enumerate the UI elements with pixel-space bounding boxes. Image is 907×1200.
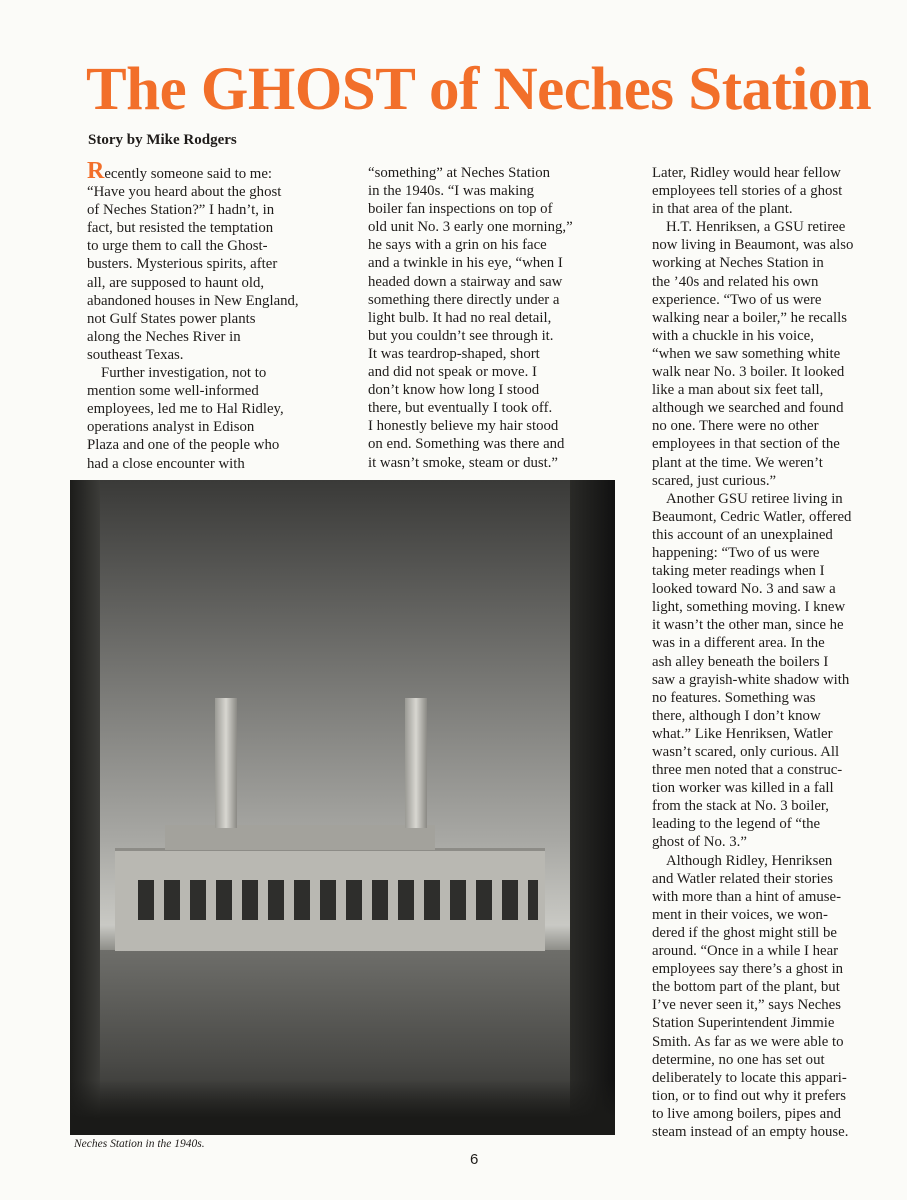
text-line xyxy=(652,1051,892,1069)
text-line-content: employees tell stories of a ghost xyxy=(652,183,843,200)
text-line-content: it wasn’t the other man, since he xyxy=(652,617,844,634)
text-line xyxy=(368,417,608,435)
text-line-content: headed down a stairway and saw xyxy=(368,273,563,290)
building-upper xyxy=(165,825,435,850)
text-line-content: wasn’t scared, only curious. All xyxy=(652,744,840,760)
text-line xyxy=(652,725,892,743)
text-line xyxy=(87,418,327,436)
text-line-content: tion worker was killed in a fall xyxy=(652,780,834,797)
article-column-3 xyxy=(652,164,892,1141)
text-line-content: along the Neches River in xyxy=(87,328,241,345)
text-line-content: no one. There were no other xyxy=(652,418,819,435)
text-line xyxy=(652,454,892,472)
text-line xyxy=(652,417,892,435)
photo-caption: Neches Station in the 1940s. xyxy=(74,1138,205,1150)
drop-cap: R xyxy=(87,158,105,184)
text-line xyxy=(652,490,892,508)
text-line xyxy=(652,833,892,851)
smokestack-left xyxy=(215,698,237,828)
text-line-content: employees in that section of the xyxy=(652,436,840,453)
text-line-content: light bulb. It had no real detail, xyxy=(368,309,552,326)
text-line-content: Another GSU retiree living in xyxy=(666,490,843,507)
text-line xyxy=(652,1105,892,1123)
text-line xyxy=(652,1069,892,1087)
text-line-content: southeast Texas. xyxy=(87,346,184,363)
text-line-content: Although Ridley, Henriksen xyxy=(666,852,833,869)
text-line-content: all, are supposed to haunt old, xyxy=(87,274,265,291)
text-line xyxy=(368,454,608,472)
text-line xyxy=(87,346,327,364)
text-line-content: around. “Once in a while I hear xyxy=(652,943,839,960)
text-line xyxy=(368,345,608,363)
text-line xyxy=(652,797,892,815)
text-line xyxy=(652,852,892,870)
text-line-content: “something” at Neches Station xyxy=(368,165,551,181)
text-line xyxy=(652,327,892,345)
text-line xyxy=(652,996,892,1014)
text-line xyxy=(652,1014,892,1032)
text-line xyxy=(652,653,892,671)
text-line-content: Beaumont, Cedric Watler, offered xyxy=(652,508,852,525)
text-line-content: ment in their voices, we won- xyxy=(652,906,828,923)
text-line xyxy=(87,274,327,292)
text-line-content: walking near a boiler,” he recalls xyxy=(652,309,847,326)
text-line-content: from the stack at No. 3 boiler, xyxy=(652,798,829,815)
text-line-content: with a chuckle in his voice, xyxy=(652,327,814,344)
text-line xyxy=(652,200,892,218)
text-line xyxy=(652,906,892,924)
text-line-content: not Gulf States power plants xyxy=(87,310,256,327)
text-line-content: looked toward No. 3 and saw a xyxy=(652,581,836,598)
text-line xyxy=(652,888,892,906)
text-line xyxy=(652,978,892,996)
text-line-content: Smith. As far as we were able to xyxy=(652,1033,844,1050)
text-line xyxy=(368,164,608,182)
text-line xyxy=(652,291,892,309)
text-line-content: it wasn’t smoke, steam or dust.” xyxy=(368,454,559,471)
text-line xyxy=(652,435,892,453)
text-line-content: tion, or to find out why it prefers xyxy=(652,1087,846,1104)
text-line xyxy=(652,924,892,942)
text-line xyxy=(652,236,892,254)
text-line-content: experience. “Two of us were xyxy=(652,291,822,308)
text-line xyxy=(368,327,608,345)
tree-trunk-left xyxy=(70,480,100,1135)
text-line-content: busters. Mysterious spirits, after xyxy=(87,256,278,273)
text-line xyxy=(652,1087,892,1105)
article-title: The GHOST of Neches Station xyxy=(86,56,872,123)
text-line xyxy=(652,707,892,725)
text-line-content: working at Neches Station in xyxy=(652,255,824,272)
text-line-content: to live among boilers, pipes and xyxy=(652,1105,842,1122)
text-line-content: he says with a grin on his face xyxy=(368,237,547,254)
text-line-content: steam instead of an empty house. xyxy=(652,1123,849,1140)
text-line xyxy=(87,382,327,400)
text-line xyxy=(368,309,608,327)
text-line-content: Further investigation, not to xyxy=(101,365,267,382)
text-line-content: fact, but resisted the temptation xyxy=(87,220,274,237)
text-line-content: taking meter readings when I xyxy=(652,563,825,580)
text-line-content: what.” Like Henriksen, Watler xyxy=(652,725,833,742)
text-line-content: mention some well-informed xyxy=(87,383,259,400)
text-line xyxy=(652,381,892,399)
text-line-content: plant at the time. We weren’t xyxy=(652,454,823,471)
text-line-content: light, something moving. I knew xyxy=(652,599,846,616)
text-line xyxy=(87,400,327,418)
text-line-content: Station Superintendent Jimmie xyxy=(652,1015,835,1032)
text-line-content: and did not speak or move. I xyxy=(368,364,537,381)
text-line-content: now living in Beaumont, was also xyxy=(652,237,854,254)
text-line xyxy=(87,310,327,328)
article-column-2 xyxy=(368,164,608,472)
text-line xyxy=(652,526,892,544)
text-line xyxy=(368,200,608,218)
tree-trunk-right xyxy=(570,480,615,1135)
text-line xyxy=(368,363,608,381)
text-line xyxy=(652,309,892,327)
text-line xyxy=(652,761,892,779)
text-line xyxy=(87,219,327,237)
text-line-content: the ’40s and related his own xyxy=(652,273,819,290)
text-line xyxy=(652,870,892,888)
text-line-content: leading to the legend of “the xyxy=(652,816,821,833)
text-line-content: I honestly believe my hair stood xyxy=(368,418,559,435)
text-line xyxy=(87,183,327,201)
text-line-content: abandoned houses in New England, xyxy=(87,292,299,309)
text-line-content: no features. Something was xyxy=(652,689,816,706)
text-line xyxy=(652,743,892,761)
text-line xyxy=(87,292,327,310)
text-line xyxy=(87,328,327,346)
building-windows xyxy=(138,880,538,920)
text-line xyxy=(652,634,892,652)
page-number: 6 xyxy=(470,1151,479,1168)
text-line xyxy=(87,201,327,219)
text-line xyxy=(368,273,608,291)
text-line-content: was in a different area. In the xyxy=(652,635,825,652)
text-line xyxy=(652,1123,892,1141)
article-column-1 xyxy=(87,158,327,473)
text-line xyxy=(652,182,892,200)
text-line xyxy=(87,255,327,273)
text-line xyxy=(368,291,608,309)
text-line-content: It was teardrop-shaped, short xyxy=(368,345,540,362)
text-line xyxy=(652,164,892,182)
text-line xyxy=(652,273,892,291)
text-line-content: “when we saw something white xyxy=(652,345,841,362)
text-line-content: H.T. Henriksen, a GSU retiree xyxy=(666,219,846,236)
text-line xyxy=(652,345,892,363)
text-line-content: old unit No. 3 early one morning,” xyxy=(368,219,573,236)
text-line xyxy=(652,1033,892,1051)
text-line-content: operations analyst in Edison xyxy=(87,419,255,436)
text-line-content: ash alley beneath the boilers I xyxy=(652,653,829,670)
text-line xyxy=(368,381,608,399)
text-line xyxy=(652,616,892,634)
text-line-content: on end. Something was there and xyxy=(368,436,565,453)
neches-station-photo xyxy=(70,480,615,1135)
text-line-content: Plaza and one of the people who xyxy=(87,437,280,454)
text-line xyxy=(87,364,327,382)
text-line xyxy=(652,815,892,833)
text-line-content: like a man about six feet tall, xyxy=(652,382,824,399)
text-line xyxy=(87,158,327,184)
text-line xyxy=(368,435,608,453)
text-line-content: employees, led me to Hal Ridley, xyxy=(87,401,284,418)
text-line xyxy=(652,472,892,490)
text-line-content: I’ve never seen it,” says Neches xyxy=(652,997,841,1014)
text-line xyxy=(652,399,892,417)
text-line-content: but you couldn’t see through it. xyxy=(368,327,554,344)
text-line-content: in that area of the plant. xyxy=(652,201,793,218)
text-line-content: three men noted that a construc- xyxy=(652,762,843,779)
text-line xyxy=(87,436,327,454)
text-line-content: boiler fan inspections on top of xyxy=(368,201,553,218)
text-line-content: this account of an unexplained xyxy=(652,526,833,543)
text-line xyxy=(368,182,608,200)
text-line-content: there, but eventually I took off. xyxy=(368,400,553,417)
text-line-content: with more than a hint of amuse- xyxy=(652,888,842,905)
text-line-content: scared, just curious.” xyxy=(652,472,777,489)
byline: Story by Mike Rodgers xyxy=(88,132,237,148)
text-line-content: and Watler related their stories xyxy=(652,870,833,887)
text-line-content: dered if the ghost might still be xyxy=(652,924,837,941)
text-line xyxy=(652,779,892,797)
text-line xyxy=(652,218,892,236)
text-line xyxy=(368,236,608,254)
text-line-content: ghost of No. 3.” xyxy=(652,834,747,851)
text-line-content: don’t know how long I stood xyxy=(368,382,540,399)
text-line-content: deliberately to locate this appari- xyxy=(652,1069,847,1086)
text-line-content: there, although I don’t know xyxy=(652,707,821,724)
text-line-content: employees say there’s a ghost in xyxy=(652,961,844,978)
text-line xyxy=(652,960,892,978)
text-line-content: walk near No. 3 boiler. It looked xyxy=(652,364,845,381)
text-line-content: “Have you heard about the ghost xyxy=(87,184,282,201)
text-line xyxy=(652,598,892,616)
text-line xyxy=(652,562,892,580)
text-line-content: determine, no one has set out xyxy=(652,1051,825,1068)
text-line xyxy=(652,689,892,707)
text-line-content: of Neches Station?” I hadn’t, in xyxy=(87,202,275,219)
text-line xyxy=(652,254,892,272)
text-line-content: something there directly under a xyxy=(368,291,560,308)
text-line xyxy=(368,399,608,417)
text-line-content: happening: “Two of us were xyxy=(652,544,820,561)
text-line-content: ecently someone said to me: xyxy=(104,166,272,182)
text-line xyxy=(368,218,608,236)
text-line xyxy=(652,580,892,598)
text-line-content: saw a grayish-white shadow with xyxy=(652,671,850,688)
text-line-content: and a twinkle in his eye, “when I xyxy=(368,255,563,272)
text-line xyxy=(87,455,327,473)
smokestack-right xyxy=(405,698,427,828)
text-line xyxy=(652,508,892,526)
text-line-content: to urge them to call the Ghost- xyxy=(87,238,268,255)
text-line xyxy=(652,363,892,381)
text-line xyxy=(368,254,608,272)
text-line xyxy=(652,544,892,562)
text-line xyxy=(652,671,892,689)
text-line-content: Later, Ridley would hear fellow xyxy=(652,165,841,181)
shoreline-brush xyxy=(70,1080,615,1135)
text-line-content: had a close encounter with xyxy=(87,455,245,472)
text-line-content: although we searched and found xyxy=(652,400,844,417)
text-line xyxy=(87,237,327,255)
text-line-content: in the 1940s. “I was making xyxy=(368,183,535,200)
text-line-content: the bottom part of the plant, but xyxy=(652,979,840,996)
text-line xyxy=(652,942,892,960)
